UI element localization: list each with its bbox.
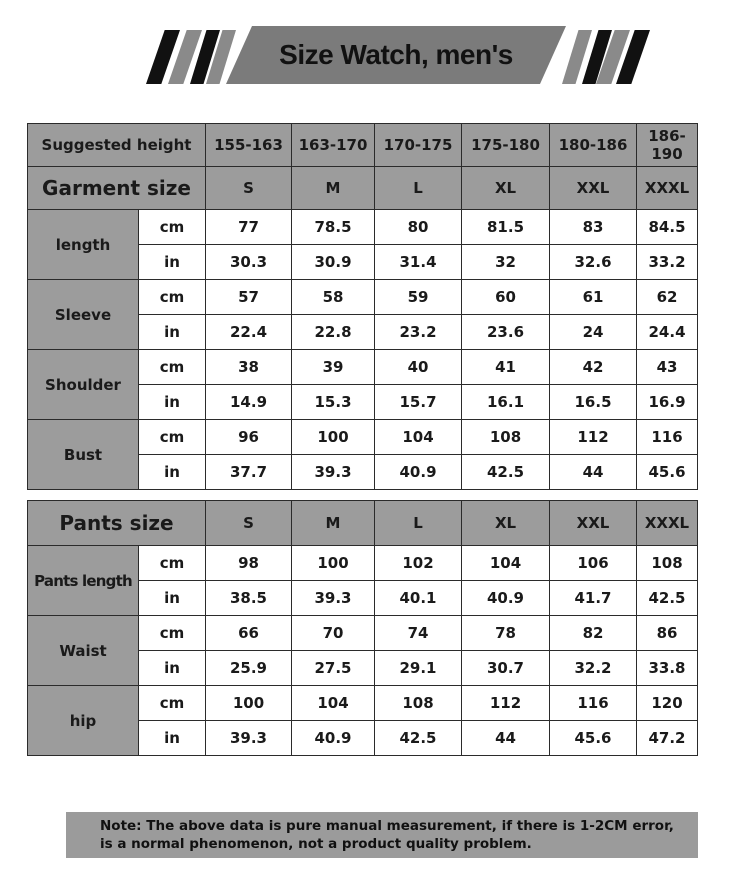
value-cell: 106: [550, 546, 637, 581]
size-cell: L: [375, 501, 462, 546]
unit-in: in: [139, 651, 206, 686]
value-cell: 29.1: [375, 651, 462, 686]
unit-cm: cm: [139, 686, 206, 721]
value-cell: 14.9: [206, 385, 292, 420]
size-cell: XXXL: [637, 501, 698, 546]
value-cell: 83: [550, 210, 637, 245]
value-cell: 27.5: [292, 651, 375, 686]
value-cell: 37.7: [206, 455, 292, 490]
value-cell: 25.9: [206, 651, 292, 686]
value-cell: 31.4: [375, 245, 462, 280]
value-cell: 15.3: [292, 385, 375, 420]
value-cell: 100: [206, 686, 292, 721]
value-cell: 44: [462, 721, 550, 756]
value-cell: 33.8: [637, 651, 698, 686]
value-cell: 77: [206, 210, 292, 245]
unit-cm: cm: [139, 420, 206, 455]
size-cell: XL: [462, 167, 550, 210]
note-line-2: is a normal phenomenon, not a product quality problem.: [100, 836, 532, 852]
size-cell: XXL: [550, 501, 637, 546]
value-cell: 30.3: [206, 245, 292, 280]
value-cell: 23.2: [375, 315, 462, 350]
value-cell: 70: [292, 616, 375, 651]
table-row: [28, 210, 698, 245]
value-cell: 74: [375, 616, 462, 651]
value-cell: 81.5: [462, 210, 550, 245]
height-cell: 186-190: [637, 124, 698, 167]
value-cell: 23.6: [462, 315, 550, 350]
value-cell: 32: [462, 245, 550, 280]
value-cell: 116: [637, 420, 698, 455]
size-cell: XL: [462, 501, 550, 546]
value-cell: 60: [462, 280, 550, 315]
value-cell: 120: [637, 686, 698, 721]
value-cell: 24.4: [637, 315, 698, 350]
value-cell: 80: [375, 210, 462, 245]
size-cell: S: [206, 501, 292, 546]
value-cell: 108: [375, 686, 462, 721]
value-cell: 61: [550, 280, 637, 315]
row-label-length: length: [28, 210, 139, 280]
table-row: [28, 280, 698, 315]
pants-size-table: [27, 500, 698, 756]
unit-in: in: [139, 245, 206, 280]
value-cell: 86: [637, 616, 698, 651]
row-label-hip: hip: [28, 686, 139, 756]
value-cell: 15.7: [375, 385, 462, 420]
size-cell: XXXL: [637, 167, 698, 210]
size-cell: S: [206, 167, 292, 210]
value-cell: 41: [462, 350, 550, 385]
value-cell: 22.4: [206, 315, 292, 350]
row-label-sleeve: Sleeve: [28, 280, 139, 350]
header: [0, 0, 750, 110]
value-cell: 100: [292, 546, 375, 581]
value-cell: 47.2: [637, 721, 698, 756]
value-cell: 40.9: [292, 721, 375, 756]
unit-cm: cm: [139, 350, 206, 385]
value-cell: 112: [462, 686, 550, 721]
value-cell: 32.2: [550, 651, 637, 686]
unit-in: in: [139, 315, 206, 350]
value-cell: 30.9: [292, 245, 375, 280]
value-cell: 102: [375, 546, 462, 581]
size-cell: M: [292, 167, 375, 210]
value-cell: 39.3: [292, 455, 375, 490]
table-row: [28, 420, 698, 455]
row-label-waist: Waist: [28, 616, 139, 686]
value-cell: 108: [462, 420, 550, 455]
unit-in: in: [139, 581, 206, 616]
value-cell: 108: [637, 546, 698, 581]
row-label-pants-length: Pants length: [28, 546, 139, 616]
value-cell: 40.9: [462, 581, 550, 616]
note-line-1: Note: The above data is pure manual measurement, if there is 1-2CM error,: [100, 818, 674, 834]
value-cell: 16.1: [462, 385, 550, 420]
value-cell: 43: [637, 350, 698, 385]
value-cell: 62: [637, 280, 698, 315]
value-cell: 16.9: [637, 385, 698, 420]
value-cell: 22.8: [292, 315, 375, 350]
unit-in: in: [139, 455, 206, 490]
value-cell: 42.5: [462, 455, 550, 490]
size-cell: L: [375, 167, 462, 210]
value-cell: 45.6: [637, 455, 698, 490]
value-cell: 24: [550, 315, 637, 350]
value-cell: 42.5: [637, 581, 698, 616]
value-cell: 104: [375, 420, 462, 455]
value-cell: 82: [550, 616, 637, 651]
height-label: Suggested height: [28, 124, 206, 167]
size-row: [28, 167, 698, 210]
height-cell: 175-180: [462, 124, 550, 167]
unit-cm: cm: [139, 280, 206, 315]
size-row: [28, 501, 698, 546]
value-cell: 78.5: [292, 210, 375, 245]
value-cell: 42: [550, 350, 637, 385]
value-cell: 39.3: [292, 581, 375, 616]
value-cell: 96: [206, 420, 292, 455]
height-cell: 180-186: [550, 124, 637, 167]
table-row: [28, 546, 698, 581]
value-cell: 44: [550, 455, 637, 490]
garment-size-label: Garment size: [28, 167, 206, 210]
table-row: [28, 616, 698, 651]
value-cell: 57: [206, 280, 292, 315]
unit-cm: cm: [139, 616, 206, 651]
size-cell: M: [292, 501, 375, 546]
value-cell: 45.6: [550, 721, 637, 756]
value-cell: 33.2: [637, 245, 698, 280]
value-cell: 39: [292, 350, 375, 385]
value-cell: 104: [462, 546, 550, 581]
unit-in: in: [139, 385, 206, 420]
unit-cm: cm: [139, 210, 206, 245]
garment-size-table: [27, 123, 698, 490]
value-cell: 39.3: [206, 721, 292, 756]
value-cell: 38.5: [206, 581, 292, 616]
value-cell: 40: [375, 350, 462, 385]
height-cell: 155-163: [206, 124, 292, 167]
value-cell: 66: [206, 616, 292, 651]
value-cell: 40.9: [375, 455, 462, 490]
note-box: [66, 812, 698, 858]
size-cell: XXL: [550, 167, 637, 210]
value-cell: 112: [550, 420, 637, 455]
value-cell: 42.5: [375, 721, 462, 756]
value-cell: 84.5: [637, 210, 698, 245]
value-cell: 58: [292, 280, 375, 315]
row-label-shoulder: Shoulder: [28, 350, 139, 420]
value-cell: 98: [206, 546, 292, 581]
unit-in: in: [139, 721, 206, 756]
table-row: [28, 686, 698, 721]
value-cell: 30.7: [462, 651, 550, 686]
height-row: [28, 124, 698, 167]
height-cell: 163-170: [292, 124, 375, 167]
value-cell: 104: [292, 686, 375, 721]
row-label-bust: Bust: [28, 420, 139, 490]
value-cell: 59: [375, 280, 462, 315]
value-cell: 78: [462, 616, 550, 651]
unit-cm: cm: [139, 546, 206, 581]
height-cell: 170-175: [375, 124, 462, 167]
value-cell: 32.6: [550, 245, 637, 280]
value-cell: 100: [292, 420, 375, 455]
value-cell: 16.5: [550, 385, 637, 420]
table-row: [28, 350, 698, 385]
value-cell: 40.1: [375, 581, 462, 616]
value-cell: 41.7: [550, 581, 637, 616]
page-title: Size Watch, men's: [279, 39, 513, 70]
value-cell: 38: [206, 350, 292, 385]
pants-size-label: Pants size: [28, 501, 206, 546]
value-cell: 116: [550, 686, 637, 721]
